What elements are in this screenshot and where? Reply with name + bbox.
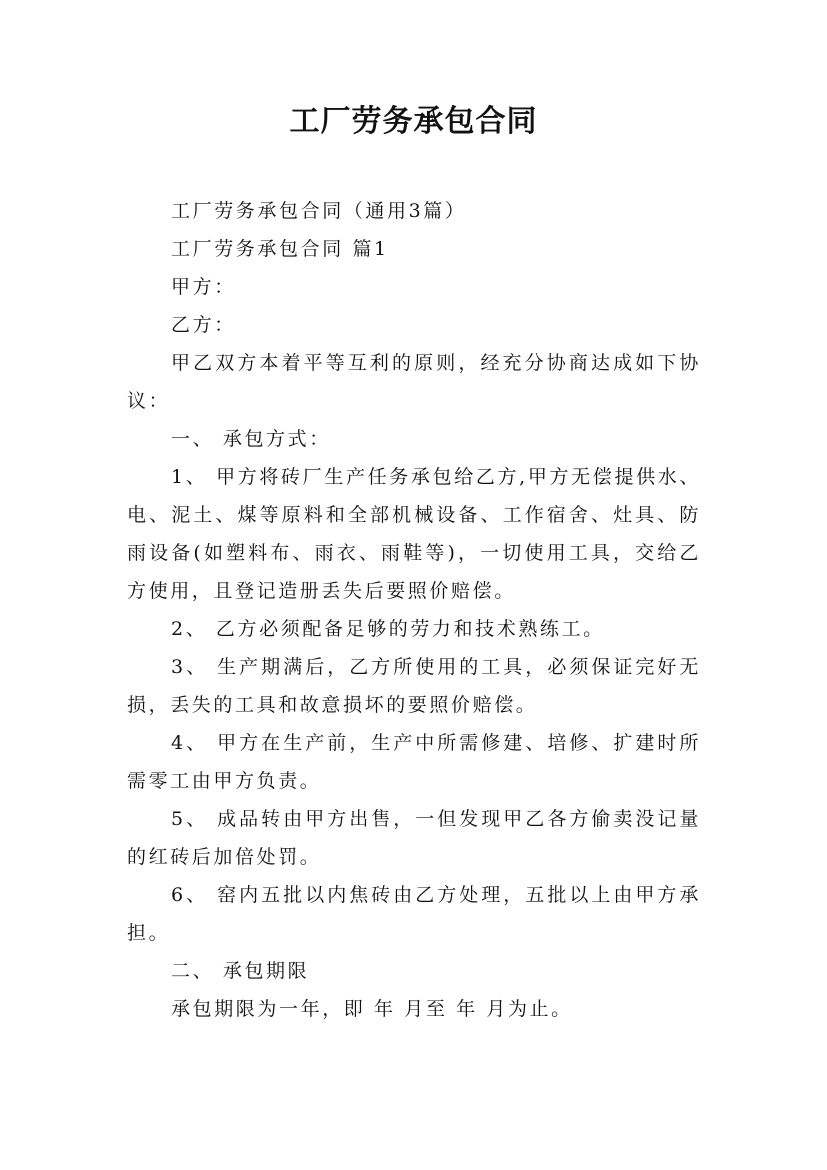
paragraph-party-a: 甲方： — [171, 276, 236, 298]
paragraph-subtitle: 工厂劳务承包合同（通用3篇） — [171, 200, 467, 222]
document-title: 工厂劳务承包合同 — [289, 104, 538, 139]
paragraph-heading-contract-term: 二、 承包期限 — [171, 960, 310, 982]
paragraph-heading-contract-method: 一、 承包方式： — [171, 428, 331, 450]
paragraph-clause-6: 6、 窑内五批以内焦砖由乙方处理，五批以上由甲方承担。 — [127, 884, 701, 944]
paragraph-clause-1: 1、 甲方将砖厂生产任务承包给乙方,甲方无偿提供水、电、泥土、煤等原料和全部机械设备、工作宿舍、灶具、防雨设备(如塑料布、雨衣、雨鞋等)，一切使用工具，交给乙方使用，且登记造册丢失后要照价赔偿。 — [127, 466, 701, 602]
paragraph-clause-4: 4、 甲方在生产前，生产中所需修建、培修、扩建时所需零工由甲方负责。 — [127, 732, 701, 792]
paragraph-agreement-intro: 甲乙双方本着平等互利的原则，经充分协商达成如下协议： — [127, 352, 701, 412]
paragraph-clause-5: 5、 成品转由甲方出售，一但发现甲乙各方偷卖没记量的红砖后加倍处罚。 — [127, 808, 701, 868]
paragraph-clause-2: 2、 乙方必须配备足够的劳力和技术熟练工。 — [171, 618, 605, 640]
paragraph-section-title: 工厂劳务承包合同 篇1 — [171, 238, 389, 260]
paragraph-party-b: 乙方： — [171, 314, 236, 336]
paragraph-clause-3: 3、 生产期满后，乙方所使用的工具，必须保证完好无损，丢失的工具和故意损坏的要照价赔偿。 — [127, 656, 701, 716]
paragraph-contract-term: 承包期限为一年，即 年 月至 年 月为止。 — [171, 998, 573, 1020]
document-body — [127, 192, 701, 1028]
